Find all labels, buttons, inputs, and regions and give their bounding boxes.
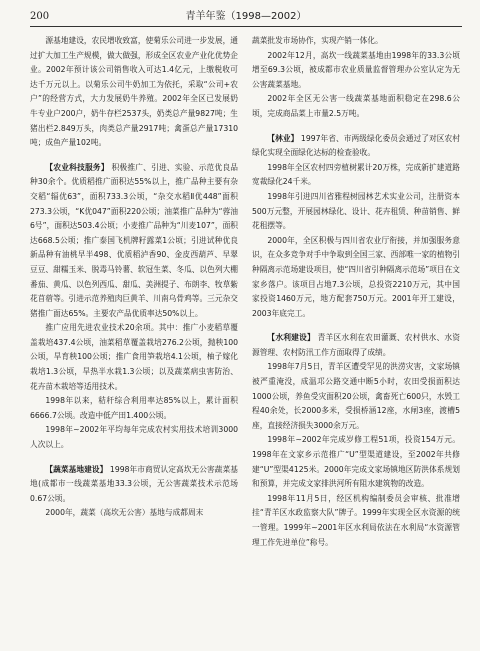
- section-title: 【林业】: [267, 133, 299, 143]
- page-number: 200: [30, 11, 50, 22]
- left-column: [30, 34, 238, 644]
- section-title: 【水利建设】: [267, 333, 315, 343]
- section-paragraph: [30, 463, 238, 507]
- section-body: 积极推广、引进、实验、示范优良品种30余个。优质稻推广面积达55%以上，推广品种主要有杂交稻“辐优63”，面积733.3公顷，“杂交水稻Ⅱ优448”面积273.3公顷，“K优047”面积220公顷；油菜推广品种为“蓉油6号”，面积达503.4公顷；小麦推广品种为“川麦107”，面积达668.5公顷；推广泰国飞机牌籽露菜1公顷；引进试种优良新品种有油桃早半498、优质稻泸香90、金皮西葫芦、早翠豆豆、甜糯玉米、脱毒马铃薯、软冠生菜、冬瓜、以色列大棚番茄、黄瓜、以色列西瓜、甜瓜、美洲提子、布朗李、牧草紫花苜蓿等。引进示范养殖肉巨黄羊、川南乌骨鸡等。三元杂交猪推广面达65%。主要农产品优质率达50%以上。: [30, 162, 238, 318]
- paragraph: 1998年引进四川省雅程树园林艺术实业公司，注册资本500万元整，开展园林绿化、设计、花卉租赁、种苗销售、鲜花租摆等。: [252, 191, 460, 231]
- paragraph: 1998年~2002年完成岁修工程51项，投资154万元。1998年在文家乡示范推广“U”型渠道建设，至2002年共修建“U”型渠4125米。2000年完成文家场镇地区防洪体系规划和预算，并完成文家排洪河所有阻水建筑物的改造。: [252, 435, 460, 489]
- section-body: 1997年省、市两级绿化委员会通过了对区农村绿化实现全面绿化达标的检查验收。: [252, 133, 460, 158]
- section-body: 青羊区水利在农田灌溉、农村供水、水资源管理、农村防汛工作方面取得了成绩。: [252, 333, 460, 357]
- right-column: [252, 34, 460, 644]
- paragraph: 2002年12月，高坎一线蔬菜基地由1998年的33.3公顷增至69.3公顷，被成都市农业质量监督管理办公室认定为无公害蔬菜基地。: [252, 50, 460, 89]
- paragraph: 2000年，蔬菜（高坎无公害）基地与成都周末: [45, 508, 204, 518]
- paragraph: 2000年，全区积极与四川省农业厅衔接，并加强服务意识，在众多竞争对手中争取到全国三家、西部唯一家的植物引种隔离示范场建设项目，使“四川省引种隔离示范场”项目在文家乡落户。该项目占地7.3公顷，总投资2210万元，其中国家投资1460万元，地方配套750万元。2001年开工建设，2003年底完工。: [252, 235, 460, 318]
- section-paragraph: [30, 161, 238, 322]
- running-title: 青羊年鉴（1998—2002）: [185, 11, 307, 22]
- paragraph: 1998年11月5日，经区机构编制委员会审核、批准增挂“青羊区水政监察大队”牌子。1999年实现全区水资源的统一管理。1999年~2001年区水利局依法在水利局“水资源管理工作先进单位”称号。: [252, 493, 460, 547]
- section-body: 1998年市商贸认定高坎无公害蔬菜基地(成都市一线蔬菜基地33.3公顷，无公害蔬菜技术示范场0.67公顷。: [30, 464, 238, 503]
- paragraph: 1998年全区农村四旁植树累计20万株，完成新扩建道路宽裁绿化24千米。: [252, 162, 460, 187]
- section-paragraph: [252, 331, 460, 360]
- paragraph: 源基地建设，农民增收致富，使菊乐公司进一步发展，通过扩大加工生产规模，做大做强，形成全区农业产业化优势企业。2002年预计该公司销售收入可达1.4亿元，上缴税收可达千万元以上。以菊乐公司牛奶加工为依托，采取“公司+农户”的经营方式，大力发展奶牛养殖。2002年全区已发展奶牛专业户200户，奶牛存栏2537头，奶类总产量9827吨；生猪出栏2.849万头，肉类总产量2917吨；禽蛋总产量17310吨；成鱼产量102吨。: [30, 36, 238, 148]
- paragraph: 1998年以来，秸秆综合利用率达85%以上，累计面积6666.7公顷。改造中低产田1.400公顷。: [30, 396, 238, 420]
- paragraph: 1998年7月5日，青羊区遭受罕见的洪涝灾害，文家场镇被严重淹没，成温邛公路交通中断5小时，农田受损面积达1000公顷，养鱼受灾面积20公顷，禽畜死亡600只，水毁工程40余处，长2000多米，受损桥涵12座，水闸3座，渡槽5座，直接经济损失3000余万元。: [252, 362, 460, 430]
- paragraph: 蔬菜批发市场协作，实现产销一体化。: [252, 36, 383, 45]
- section-title: 【农业科技服务】: [45, 162, 109, 172]
- section-title: 【蔬菜基地建设】: [45, 464, 108, 474]
- page-header: [30, 8, 462, 27]
- section-paragraph: [252, 132, 460, 161]
- paragraph: 2002年全区无公害一线蔬菜基地面积稳定在298.6公顷，完成商品菜上市量2.5万吨。: [252, 94, 460, 118]
- paragraph: 1998年~2002年平均每年完成农村实用技术培训3000人次以上。: [30, 425, 238, 450]
- paragraph: 推广应用先进农业技术20余项。其中：推广小麦稻草覆盖栽培437.4公顷，油菜稻草覆盖栽培276.2公顷，抛秧100公顷，旱育秧100公顷；推广食用笋栽培4.1公顷，柚子嫁化栽培1.3公顷，旱热半水栽1.3公顷；以及蔬菜病虫害防治、花卉苗木栽培等适用技术。: [30, 323, 238, 391]
